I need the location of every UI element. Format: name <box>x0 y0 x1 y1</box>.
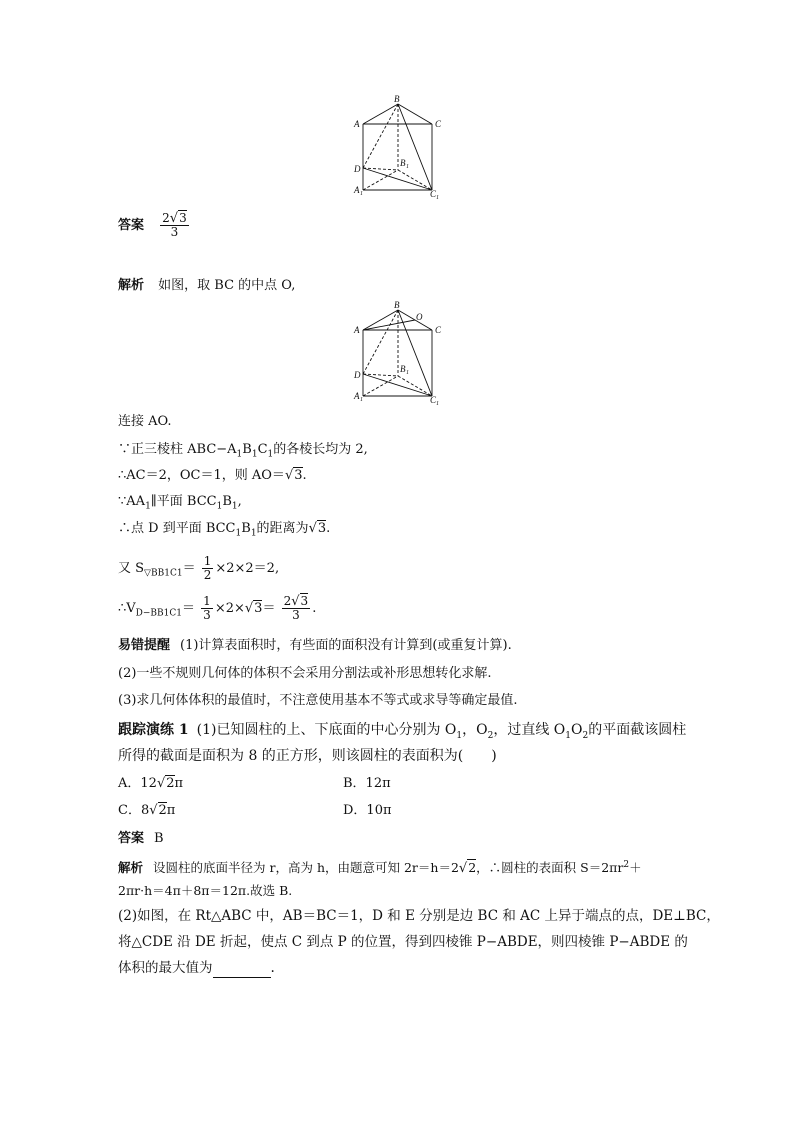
step-6: 又 $S_{▽BB1C1}=$ $\frac{1}{2}$ ×2×2＝2, <box>118 554 280 582</box>
option-D: D．10π <box>343 803 392 818</box>
svg-text:1: 1 <box>406 370 409 376</box>
practice-q1-line2: 所得的截面是面积为 8 的正方形，则该圆柱的表面积为( ) <box>118 748 497 764</box>
option-A: A．12√2π <box>118 776 184 791</box>
label-A1: A <box>354 185 360 195</box>
answer-1 <box>118 212 191 239</box>
label-O: O <box>416 312 423 322</box>
label-D: D <box>354 370 361 380</box>
analysis-intro: 解析 如图，取 BC 的中点 O, <box>118 278 296 293</box>
label-A: A <box>354 325 360 335</box>
svg-text:1: 1 <box>360 191 363 197</box>
label-C1: C <box>430 189 437 199</box>
label-A1: A <box>354 391 360 401</box>
error-tip-1: 易错提醒 (1)计算表面积时，有些面的面积没有计算到(或重复计算). <box>118 638 512 653</box>
error-tip-2: (2)一些不规则几何体的体积不会采用分割法或补形思想转化求解. <box>118 666 492 681</box>
label-C1: C <box>430 395 437 405</box>
practice-q1-line1: 跟踪演练 1 (1)已知圆柱的上、下底面的中心分别为 $O_1$，$O_2$，过直线 $O_1O_2$的平面截该圆柱 <box>118 722 687 741</box>
label-B: B <box>394 300 400 310</box>
practice-analysis-line1: 解析 设圆柱的底面半径为 r，高为 h，由题意可知 2r＝h＝2√2，∴圆柱的表面积 $S=2\pi r^2+$ <box>118 860 642 877</box>
step-4: $\because AA_1\parallel$平面 $BCC_1B_1$, <box>118 494 242 512</box>
step-3: ∴AC＝2，OC＝1，则 AO＝√3. <box>118 468 307 483</box>
prism-figure-1 <box>352 96 442 200</box>
label-B1: B <box>400 158 406 168</box>
label-B1: B <box>400 364 406 374</box>
option-C: C．8√2π <box>118 803 176 818</box>
practice-q2-line1: (2)如图，在 Rt△ABC 中，AB＝BC＝1，D 和 E 分别是边 BC 和 AC 上异于端点的点，DE⊥BC， <box>118 908 720 924</box>
practice-answer: 答案 B <box>118 831 164 846</box>
answer-fraction: $\frac{2√3}{3}$ <box>162 211 187 239</box>
practice-q2-line2: 将△CDE 沿 DE 折起，使点 C 到点 P 的位置，得到四棱锥 P−ABDE，则四棱锥 P−ABDE 的 <box>118 934 688 950</box>
label-A: A <box>354 119 360 129</box>
error-tip-3: (3)求几何体体积的最值时，不注意使用基本不等式或求导等确定最值. <box>118 693 518 708</box>
answer-blank <box>213 963 271 978</box>
label-C: C <box>435 119 442 129</box>
label-B: B <box>394 94 400 104</box>
svg-text:1: 1 <box>360 397 363 403</box>
answer-label: 答案 <box>118 218 145 233</box>
practice-q2-line3: 体积的最大值为 . <box>118 960 275 976</box>
practice-analysis-line2: 2πr·h＝4π＋8π＝12π.故选 B. <box>118 883 293 898</box>
svg-text:1: 1 <box>406 164 409 170</box>
svg-text:1: 1 <box>436 401 439 407</box>
label-C: C <box>435 325 442 335</box>
step-5: ∴点 D 到平面 $BCC_1B_1$的距离为√3. <box>118 521 331 539</box>
step-2: ∵正三棱柱 $ABC-A_1B_1C_1$的各棱长均为 2, <box>118 442 368 460</box>
option-B: B．12π <box>343 776 391 791</box>
svg-text:1: 1 <box>436 195 439 201</box>
step-7: $\therefore V_{D-BB1C1}=$ $\frac{1}{3}$ ×2×√3＝ $\frac{2√3}{3}$ . <box>118 594 317 622</box>
prism-figure-2 <box>352 302 442 406</box>
step-1: 连接 AO. <box>118 414 172 429</box>
label-D: D <box>354 164 361 174</box>
